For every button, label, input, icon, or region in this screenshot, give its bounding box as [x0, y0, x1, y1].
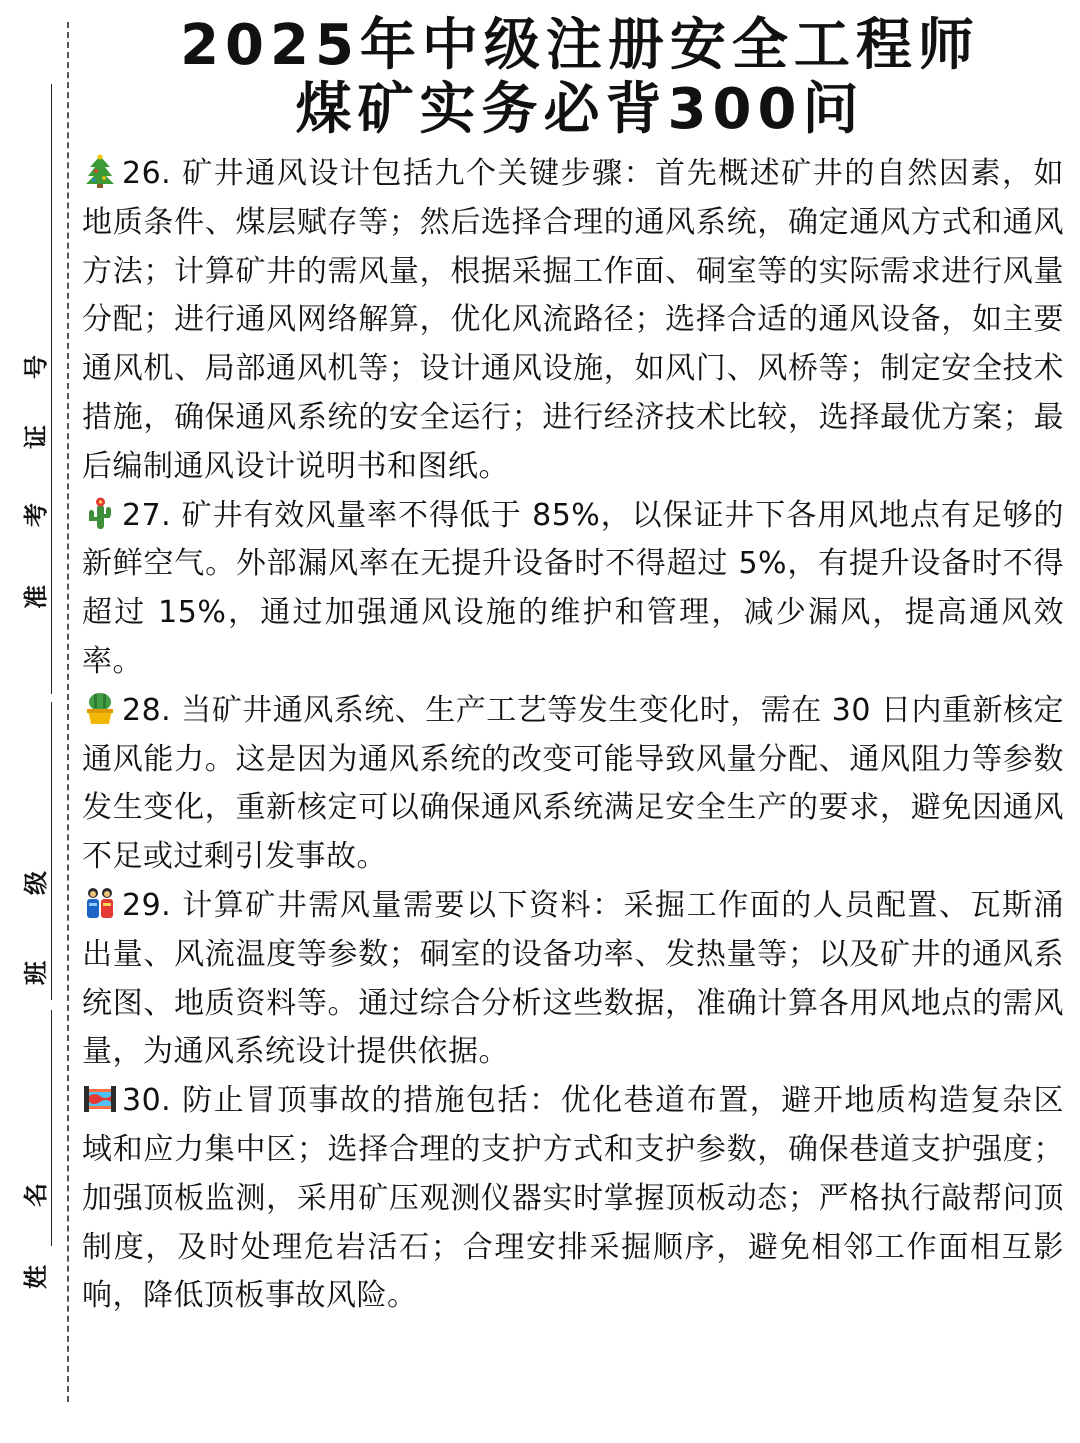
list-item — [82, 1077, 1064, 1321]
name-label-char: 名 — [21, 1183, 50, 1207]
question-list — [82, 150, 1064, 1321]
list-item — [82, 882, 1064, 1077]
two-figures-icon — [82, 885, 118, 921]
binding-margin — [0, 0, 72, 1443]
name-blank-line — [51, 1010, 52, 1246]
item-text: 28. 当矿井通风系统、生产工艺等发生变化时，需在 30 日内重新核定通风能力。这是因为通风系统的改变可能导致风量分配、通风阻力等参数发生变化，重新核定可以确保通风系统满足安全生产的要求，避免因通风不足或过剩引发事故。 — [82, 692, 1064, 875]
exam-id-label-char: 准 — [21, 585, 50, 609]
item-text: 29. 计算矿井需风量需要以下资料：采掘工作面的人员配置、瓦斯涌出量、风流温度等参数；硐室的设备功率、发热量等；以及矿井的通风系统图、地质资料等。通过综合分析这些数据，准确计算各用风地点的需风量，为通风系统设计提供依据。 — [82, 887, 1064, 1070]
cactus-flower-icon — [82, 495, 118, 531]
ribbon-banner-icon — [82, 1080, 118, 1116]
item-text: 27. 矿井有效风量率不得低于 85%，以保证井下各用风地点有足够的新鲜空气。外部漏风率在无提升设备时不得超过 5%，有提升设备时不得超过 15%，通过加强通风设施的维护和管理，减少漏风，提高通风效率。 — [82, 497, 1064, 679]
item-text: 30. 防止冒顶事故的措施包括：优化巷道布置，避开地质构造复杂区域和应力集中区；选择合理的支护方式和支护参数，确保巷道支护强度；加强顶板监测，采用矿压观测仪器实时掌握顶板动态；严格执行敲帮问顶制度，及时处理危岩活石；合理安排采掘顺序，避免相邻工作面相互影响，降低顶板事故风险。 — [82, 1083, 1064, 1314]
class-label-char: 班 — [21, 961, 50, 985]
exam-id-label-char: 号 — [21, 355, 50, 379]
exam-id-label-char: 证 — [21, 425, 50, 449]
class-label-char: 级 — [21, 871, 50, 895]
title-line-1: 2025年中级注册安全工程师 — [180, 13, 980, 78]
class-blank-line — [51, 702, 52, 1000]
christmas-tree-icon — [82, 153, 118, 189]
list-item — [82, 687, 1064, 882]
name-label-char: 姓 — [21, 1265, 50, 1289]
list-item — [82, 492, 1064, 687]
dashed-cut-line — [67, 22, 69, 1402]
potted-plant-icon — [82, 690, 118, 726]
exam-id-blank-line — [51, 84, 52, 694]
list-item — [82, 150, 1064, 492]
exam-id-label-char: 考 — [21, 503, 50, 527]
item-text: 26. 矿井通风设计包括九个关键步骤：首先概述矿井的自然因素，如地质条件、煤层赋存等；然后选择合理的通风系统，确定通风方式和通风方法；计算矿井的需风量，根据采掘工作面、硐室等的实际需求进行风量分配；进行通风网络解算，优化风流路径；选择合适的通风设备，如主要通风机、局部通风机等；设计通风设施，如风门、风桥等；制定安全技术措施，确保通风系统的安全运行；进行经济技术比较，选择最优方案；最后编制通风设计说明书和图纸。 — [82, 156, 1064, 484]
page-title — [80, 14, 1080, 142]
title-line-2: 煤矿实务必背300问 — [295, 77, 865, 142]
